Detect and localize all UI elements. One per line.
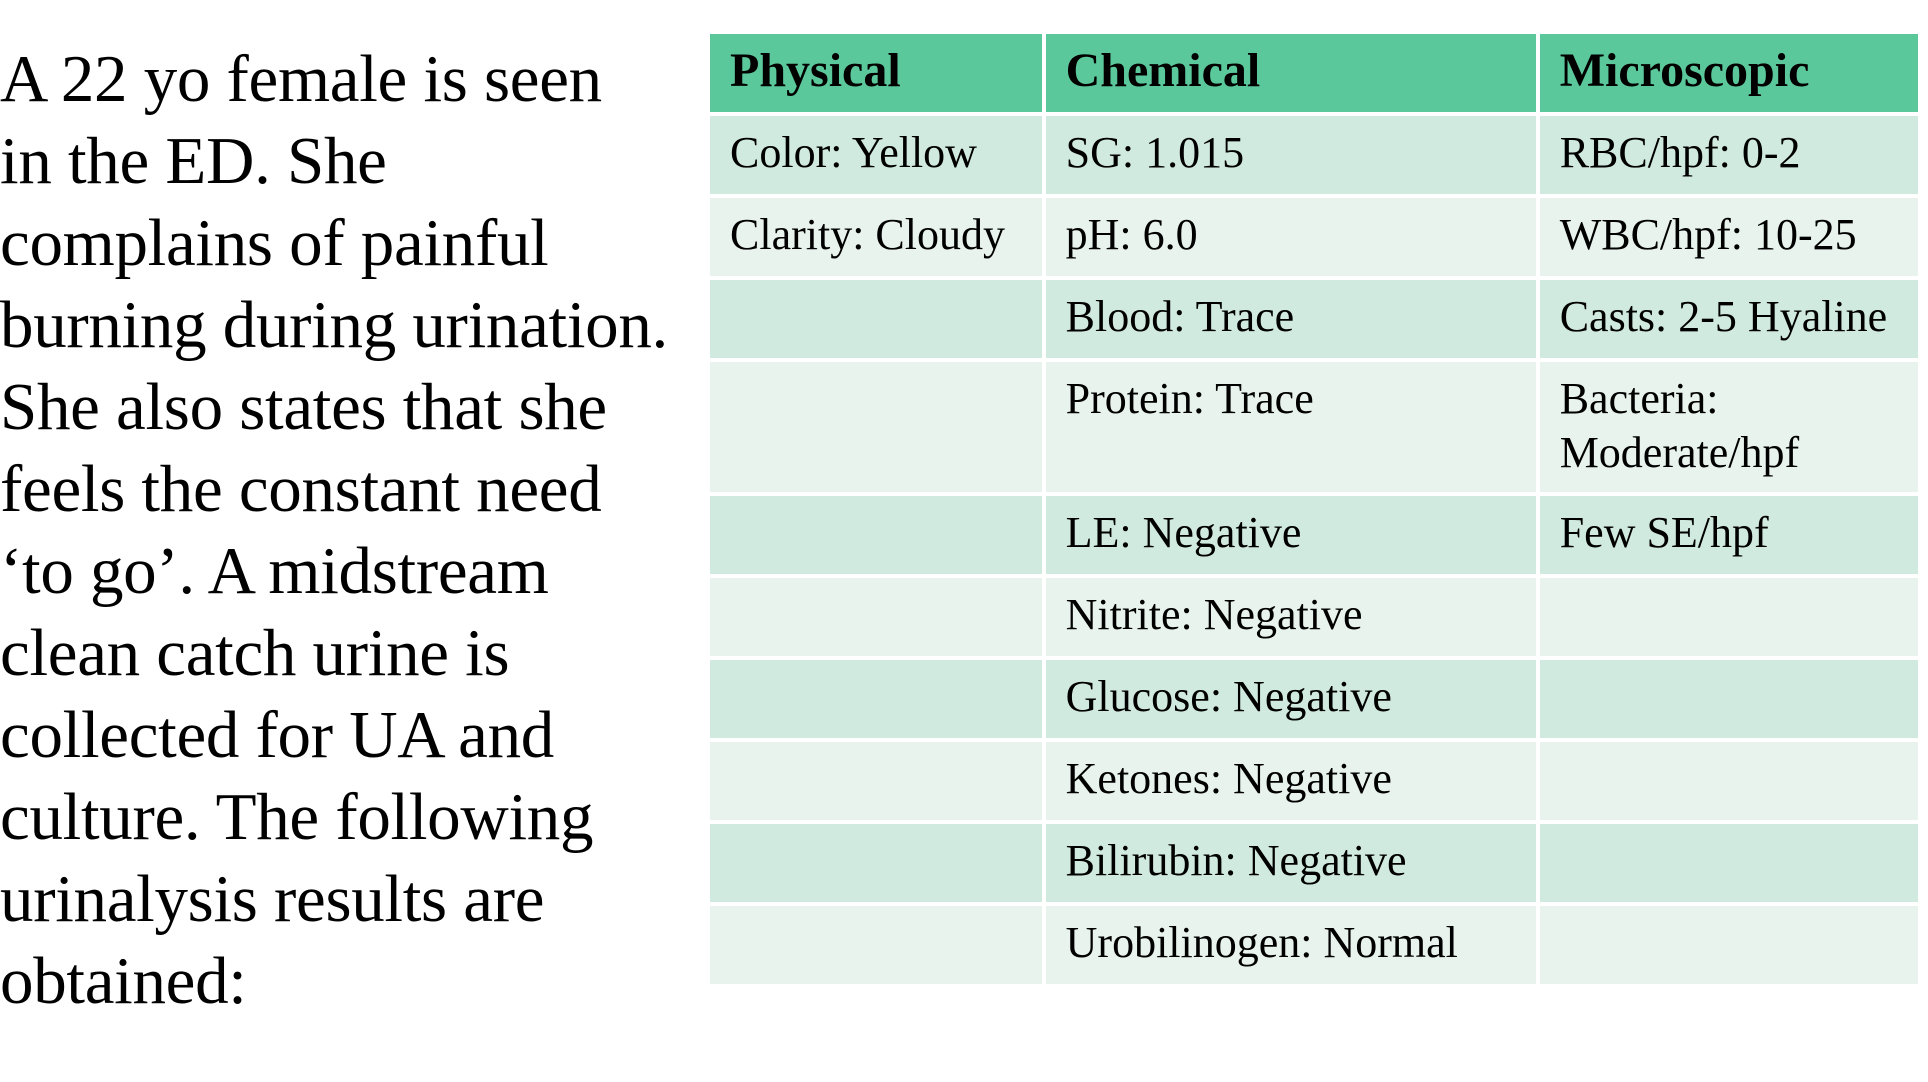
cell-physical xyxy=(710,360,1044,494)
cell-microscopic xyxy=(1538,904,1918,986)
cell-microscopic: Bacteria: Moderate/hpf xyxy=(1538,360,1918,494)
cell-microscopic xyxy=(1538,658,1918,740)
cell-microscopic: Few SE/hpf xyxy=(1538,494,1918,576)
cell-microscopic: RBC/hpf: 0-2 xyxy=(1538,114,1918,196)
cell-microscopic xyxy=(1538,822,1918,904)
table-row xyxy=(710,360,1918,494)
table-row xyxy=(710,494,1918,576)
cell-microscopic: Casts: 2-5 Hyaline xyxy=(1538,278,1918,360)
table-row xyxy=(710,904,1918,986)
cell-chemical: Protein: Trace xyxy=(1044,360,1538,494)
cell-chemical: Ketones: Negative xyxy=(1044,740,1538,822)
cell-physical: Color: Yellow xyxy=(710,114,1044,196)
table-row xyxy=(710,196,1918,278)
cell-physical xyxy=(710,822,1044,904)
header-microscopic: Microscopic xyxy=(1538,34,1918,114)
cell-microscopic xyxy=(1538,740,1918,822)
cell-chemical: Urobilinogen: Normal xyxy=(1044,904,1538,986)
cell-physical xyxy=(710,494,1044,576)
cell-chemical: LE: Negative xyxy=(1044,494,1538,576)
cell-chemical: SG: 1.015 xyxy=(1044,114,1538,196)
cell-physical xyxy=(710,658,1044,740)
urinalysis-table xyxy=(710,34,1918,988)
table-row xyxy=(710,822,1918,904)
case-description: A 22 yo female is seen in the ED. She complains of painful burning during urination. She also states that she feels the constant need ‘to go’. A midstream clean catch urine is collected for UA and culture. The following urinalysis results are obtained: xyxy=(0,42,668,1018)
cell-physical xyxy=(710,904,1044,986)
cell-chemical: Blood: Trace xyxy=(1044,278,1538,360)
cell-physical xyxy=(710,576,1044,658)
cell-microscopic xyxy=(1538,576,1918,658)
header-physical: Physical xyxy=(710,34,1044,114)
table-row xyxy=(710,658,1918,740)
header-chemical: Chemical xyxy=(1044,34,1538,114)
table-row xyxy=(710,278,1918,360)
table-header-row xyxy=(710,34,1918,114)
cell-physical xyxy=(710,740,1044,822)
table-row xyxy=(710,740,1918,822)
table-row xyxy=(710,114,1918,196)
cell-chemical: Glucose: Negative xyxy=(1044,658,1538,740)
cell-chemical: pH: 6.0 xyxy=(1044,196,1538,278)
cell-physical: Clarity: Cloudy xyxy=(710,196,1044,278)
table-row xyxy=(710,576,1918,658)
cell-chemical: Bilirubin: Negative xyxy=(1044,822,1538,904)
cell-microscopic: WBC/hpf: 10-25 xyxy=(1538,196,1918,278)
cell-physical xyxy=(710,278,1044,360)
cell-chemical: Nitrite: Negative xyxy=(1044,576,1538,658)
